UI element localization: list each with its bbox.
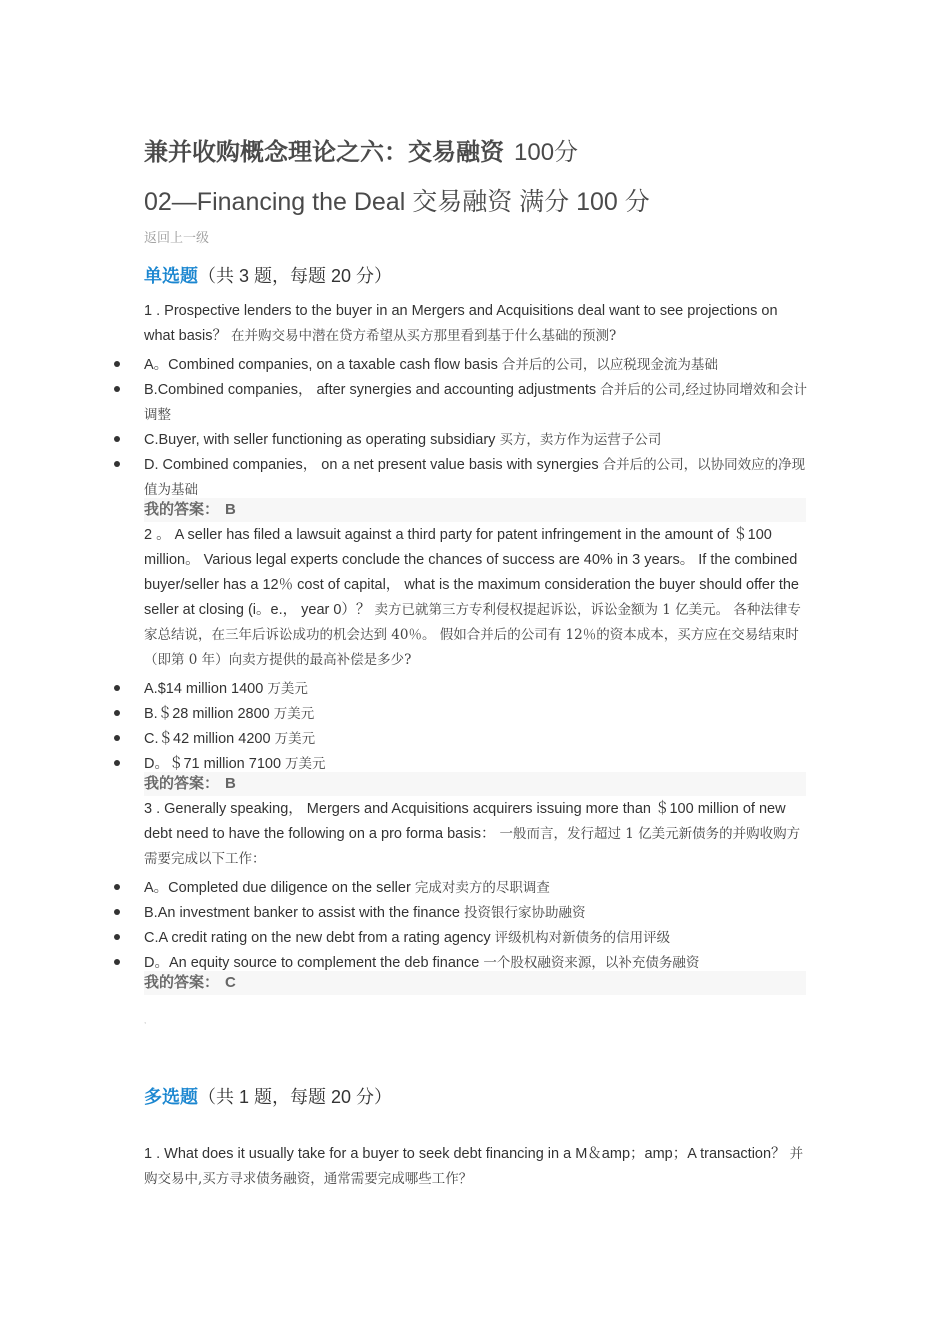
option-text-en: D. Combined companies， on a net present value basis with synergies [144, 457, 599, 473]
answer-label: 我的答案： [144, 974, 220, 991]
answer-label: 我的答案： [144, 501, 220, 518]
option-text-cn: 评级机构对新债务的信用评级 [494, 930, 671, 946]
my-answer [144, 498, 806, 522]
bullet-icon [114, 735, 120, 741]
option-text-cn: 买方，卖方作为运营子公司 [499, 432, 662, 448]
bullet-icon [114, 710, 120, 716]
answer-label: 我的答案： [144, 775, 220, 792]
bullet-icon [114, 361, 120, 367]
multi-choice-label: 多选题 [144, 1087, 198, 1107]
question-text-cn: 并购交易中,买方寻求债务融资，通常需要完成哪些工作？ [144, 1146, 804, 1187]
option-b[interactable] [144, 901, 808, 926]
multi-choice-info: （共 1 题，每题 20 分） [198, 1087, 393, 1107]
single-choice-heading [144, 262, 392, 288]
option-text-en: C.A credit rating on the new debt from a rating agency [144, 930, 491, 946]
option-text-en: D。An equity source to complement the deb finance [144, 955, 480, 971]
question-3 [144, 797, 808, 872]
option-c[interactable] [144, 926, 808, 951]
option-c[interactable] [144, 428, 808, 453]
option-text-en: A.$14 million 1400 [144, 681, 264, 697]
option-a[interactable] [144, 876, 808, 901]
bullet-icon [114, 934, 120, 940]
single-choice-info: （共 3 题，每题 20 分） [198, 266, 393, 286]
option-a[interactable] [144, 677, 808, 702]
bullet-icon [114, 959, 120, 965]
question-text-cn: 一般而言，发行超过 1 亿美元新债务的并购收购方需要完成以下工作： [144, 826, 801, 867]
option-text-cn: 万美元 [267, 681, 308, 697]
option-b[interactable] [144, 702, 808, 727]
page-title-text: 兼并收购概念理论之六：交易融资 [144, 139, 504, 166]
option-text-cn: 万美元 [274, 731, 316, 747]
bullet-icon [114, 909, 120, 915]
single-choice-label: 单选题 [144, 266, 198, 286]
option-text-en: A。Completed due diligence on the seller [144, 880, 411, 896]
question-text-cn: 在并购交易中潜在贷方希望从买方那里看到基于什么基础的预测? [231, 328, 617, 344]
option-text-en: B.＄28 million 2800 [144, 706, 270, 722]
bullet-icon [114, 884, 120, 890]
option-text-cn: 合并后的公司，以应税现金流为基础 [501, 357, 718, 373]
multi-question-1 [144, 1142, 808, 1192]
question-text-en: 3 . Generally speaking， Mergers and Acquisitions acquirers issuing more than ＄100 million of new debt need to have the following on a pro forma basis： [144, 801, 786, 842]
bullet-icon [114, 685, 120, 691]
option-text-cn: 完成对卖方的尽职调查 [414, 880, 550, 896]
answer-value: C [225, 974, 236, 991]
option-text-en: D。＄71 million 7100 [144, 756, 282, 772]
page-title [144, 132, 578, 167]
bullet-icon [114, 461, 120, 467]
option-text-cn: 合并后的公司,经过协同增效和会计调整 [144, 382, 807, 423]
bullet-icon [114, 436, 120, 442]
bullet-icon [114, 386, 120, 392]
page-title-score: 100分 [514, 139, 579, 166]
option-text-en: C.＄42 million 4200 [144, 731, 271, 747]
question-text-en: 1 . What does it usually take for a buyer to seek debt financing in a M＆amp；amp；A transaction？ [144, 1146, 786, 1162]
bullet-icon [114, 760, 120, 766]
divider-mark: , [144, 1016, 147, 1025]
answer-value: B [225, 775, 236, 792]
question-text-cn: 卖方已就第三方专利侵权提起诉讼，诉讼金额为 1 亿美元。 各种法律专家总结说，在三年后诉讼成功的机会达到 40％。 假如合并后的公司有 12％的资本成本，买方应在交易结束时（即第 0 年）向卖方提供的最高补偿是多少? [144, 602, 801, 668]
option-text-en: C.Buyer, with seller functioning as operating subsidiary [144, 432, 496, 448]
answer-value: B [225, 501, 236, 518]
option-text-cn: 一个股权融资来源，以补充债务融资 [483, 955, 700, 971]
option-text-cn: 合并后的公司，以协同效应的净现值为基础 [144, 457, 806, 498]
option-text-cn: 投资银行家协助融资 [463, 905, 586, 921]
page-subtitle: 02—Financing the Deal 交易融资 满分 100 分 [144, 188, 650, 216]
option-d[interactable] [144, 453, 808, 503]
option-text-cn: 万美元 [285, 756, 326, 772]
multi-choice-heading [144, 1083, 392, 1109]
option-text-en: B.Combined companies， after synergies and accounting adjustments [144, 382, 597, 398]
option-a[interactable] [144, 353, 808, 378]
question-2 [144, 523, 808, 673]
back-link[interactable]: 返回上一级 [144, 231, 210, 246]
question-text-en: 2 。 A seller has filed a lawsuit against a third party for patent infringement in the amount of ＄100 million。 Various legal experts conclude the chances of success are 40% in 3 years。 If the combined buyer/seller has a 12％ cost of capital， what is the maximum consideration the buyer should offer the seller at closing (i。e.， year 0）？ [144, 527, 799, 618]
my-answer [144, 772, 806, 796]
question-1 [144, 299, 808, 349]
question-text-en: 1 . Prospective lenders to the buyer in an Mergers and Acquisitions deal want to see projections on what basis？ [144, 303, 778, 344]
my-answer [144, 971, 806, 995]
option-c[interactable] [144, 727, 808, 752]
option-b[interactable] [144, 378, 808, 428]
option-text-cn: 万美元 [273, 706, 315, 722]
option-text-en: B.An investment banker to assist with the finance [144, 905, 460, 921]
option-text-en: A。Combined companies, on a taxable cash flow basis [144, 357, 498, 373]
